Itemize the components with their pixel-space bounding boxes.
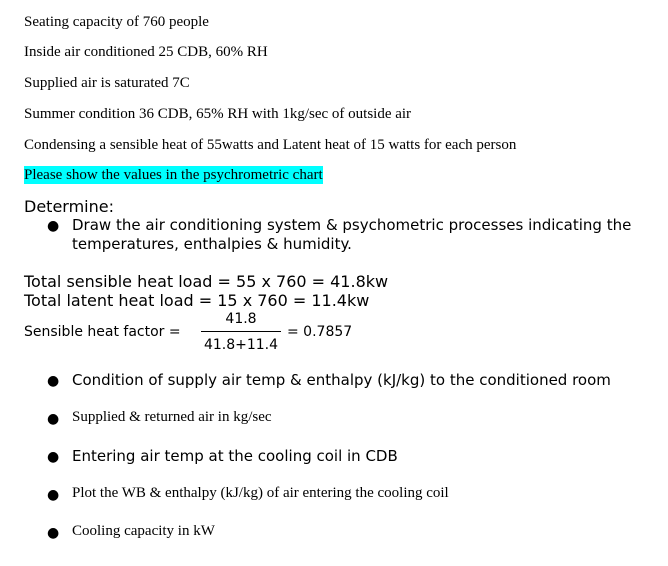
question-supplied-returned-air: Supplied & returned air in kg/sec [72,409,272,425]
bullet-icon: ● [47,487,60,503]
highlight-note: Please show the values in the psychrometric chart [24,167,323,183]
bullet-icon: ● [47,449,60,465]
given-inside-air: Inside air conditioned 25 CDB, 60% RH [24,44,268,60]
bullet-icon: ● [47,373,60,389]
determine-heading: Determine: [24,197,114,216]
question-plot-wb-enthalpy: Plot the WB & enthalpy (kJ/kg) of air entering the cooling coil [72,485,449,501]
shf-result: = 0.7857 [287,324,353,340]
shf-numerator: 41.8 [225,311,257,327]
question-entering-air-temp: Entering air temp at the cooling coil in CDB [72,447,398,465]
highlight-note-wrapper [24,167,323,184]
determine-item-line2: temperatures, enthalpies & humidity. [72,235,352,253]
question-cooling-capacity: Cooling capacity in kW [72,523,215,539]
latent-heat-load: Total latent heat load = 15 x 760 = 11.4kw [24,291,370,310]
given-heat-per-person: Condensing a sensible heat of 55watts and Latent heat of 15 watts for each person [24,137,517,153]
shf-label: Sensible heat factor = [24,324,181,340]
fraction-bar [201,331,281,332]
bullet-icon: ● [47,525,60,541]
given-summer-condition: Summer condition 36 CDB, 65% RH with 1kg/sec of outside air [24,106,412,122]
sensible-heat-load: Total sensible heat load = 55 x 760 = 41.8kw [24,272,389,291]
given-seating-capacity: Seating capacity of 760 people [24,14,209,30]
bullet-icon: ● [47,411,60,427]
question-supply-air: Condition of supply air temp & enthalpy (kJ/kg) to the conditioned room [72,371,611,389]
bullet-icon: ● [47,218,60,234]
given-supplied-air: Supplied air is saturated 7C [24,75,190,91]
shf-denominator: 41.8+11.4 [203,337,279,353]
determine-item-line1: Draw the air conditioning system & psychometric processes indicating the [72,216,632,234]
